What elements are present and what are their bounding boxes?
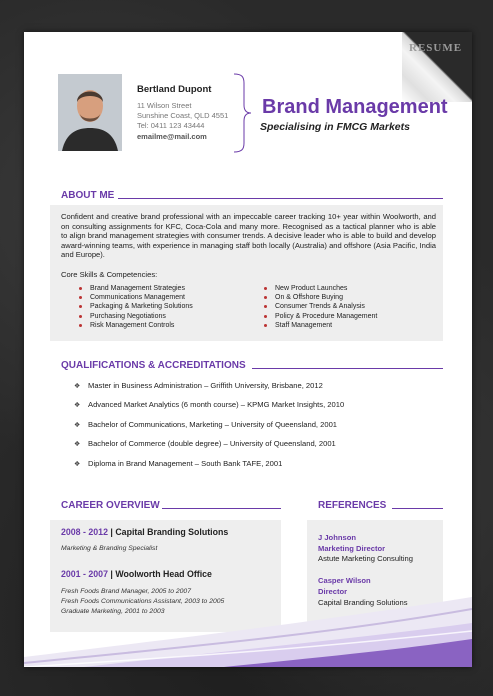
phone: Tel: 0411 123 43444	[137, 121, 205, 130]
qualification-text: Advanced Market Analytics (6 month course) – KPMG Market Insights, 2010	[88, 400, 345, 410]
headline-title: Brand Management	[262, 96, 448, 118]
brace-divider	[232, 73, 252, 153]
reference-name: J Johnson	[318, 533, 356, 542]
references-rule	[392, 508, 443, 509]
email[interactable]: emailme@mail.com	[137, 132, 207, 141]
qualification-text: Bachelor of Communications, Marketing – University of Queensland, 2001	[88, 419, 338, 429]
job-separator: |	[107, 569, 116, 579]
skill-item: Policy & Procedure Management	[261, 312, 377, 321]
references-heading: REFERENCES	[318, 500, 387, 511]
profile-photo	[58, 74, 122, 151]
skills-list-right	[261, 284, 377, 330]
skill-item: On & Offshore Buying	[261, 293, 377, 302]
skill-item: Packaging & Marketing Solutions	[76, 302, 193, 311]
contact-details	[137, 101, 228, 131]
qualification-item	[74, 420, 344, 439]
qualifications-rule	[252, 368, 443, 369]
reference-title: Marketing Director	[318, 544, 386, 553]
about-heading: ABOUT ME	[61, 190, 115, 201]
job-separator: |	[107, 527, 116, 537]
qualification-item	[74, 400, 344, 419]
decorative-swoosh	[24, 587, 472, 667]
resume-tag: RESUME	[409, 42, 463, 54]
person-photo-icon	[58, 74, 122, 151]
diamond-bullet-icon: ❖	[74, 421, 81, 429]
skills-heading: Core Skills & Competencies:	[61, 270, 158, 279]
job-years: 2001 - 2007	[61, 569, 108, 579]
qualification-item	[74, 459, 344, 478]
resume-page	[24, 32, 472, 667]
address-line1: 11 Wilson Street	[137, 101, 192, 110]
job-role: Marketing & Branding Specialist	[61, 545, 158, 552]
reference-company: Astute Marketing Consulting	[318, 554, 413, 563]
skills-list-left	[76, 284, 193, 330]
job-company: Capital Branding Solutions	[115, 527, 229, 537]
contact-name: Bertland Dupont	[137, 84, 212, 95]
career-rule	[162, 508, 281, 509]
skill-item: Communications Management	[76, 293, 193, 302]
job-role: Graduate Marketing, 2001 to 2003	[61, 608, 165, 615]
address-line2: Sunshine Coast, QLD 4551	[137, 111, 229, 120]
diamond-bullet-icon: ❖	[74, 460, 81, 468]
job-heading	[61, 569, 212, 579]
diamond-bullet-icon: ❖	[74, 402, 81, 410]
qualification-item	[74, 439, 344, 458]
reference-title: Director	[318, 587, 348, 596]
qualifications-heading: QUALIFICATIONS & ACCREDITATIONS	[61, 360, 246, 371]
career-heading: CAREER OVERVIEW	[61, 500, 160, 511]
reference-name: Casper Wilson	[318, 576, 371, 585]
qualification-text: Master in Business Administration – Griffith University, Brisbane, 2012	[88, 381, 323, 390]
job-company: Woolworth Head Office	[115, 569, 212, 579]
about-text: Confident and creative brand professional with an impeccable career tracking 10+ year within Woolworth, and on consulting assignments for KFC, Coca-Cola and many more. Recognised as a tactical planner who is able to align brand management strategies with consumer trends. A decisive leader who is able to build and develop award-winning teams, with experience in managing staff both locally (Australia) and offshore (Asia Pacific, India and Europe).	[61, 212, 436, 260]
headline-subtitle: Specialising in FMCG Markets	[260, 121, 410, 133]
skill-item: Purchasing Negotiations	[76, 312, 193, 321]
job-role: Fresh Foods Brand Manager, 2005 to 2007	[61, 588, 191, 595]
diamond-bullet-icon: ❖	[74, 441, 81, 449]
qualification-text: Bachelor of Commerce (double degree) – University of Queensland, 2001	[88, 439, 336, 449]
qualification-text: Diploma in Brand Management – South Bank TAFE, 2001	[88, 458, 283, 468]
skill-item: Risk Management Controls	[76, 321, 193, 330]
skill-item: New Product Launches	[261, 284, 377, 293]
job-role: Fresh Foods Communications Assistant, 2003 to 2005	[61, 598, 225, 605]
about-rule	[118, 198, 443, 199]
skill-item: Consumer Trends & Analysis	[261, 302, 377, 311]
skill-item: Brand Management Strategies	[76, 284, 193, 293]
skill-item: Staff Management	[261, 321, 377, 330]
job-years: 2008 - 2012	[61, 527, 108, 537]
job-heading	[61, 527, 228, 537]
qualification-item	[74, 381, 344, 400]
qualifications-list	[74, 381, 344, 478]
reference-company: Capital Branding Solutions	[318, 598, 408, 607]
diamond-bullet-icon: ❖	[74, 383, 81, 390]
